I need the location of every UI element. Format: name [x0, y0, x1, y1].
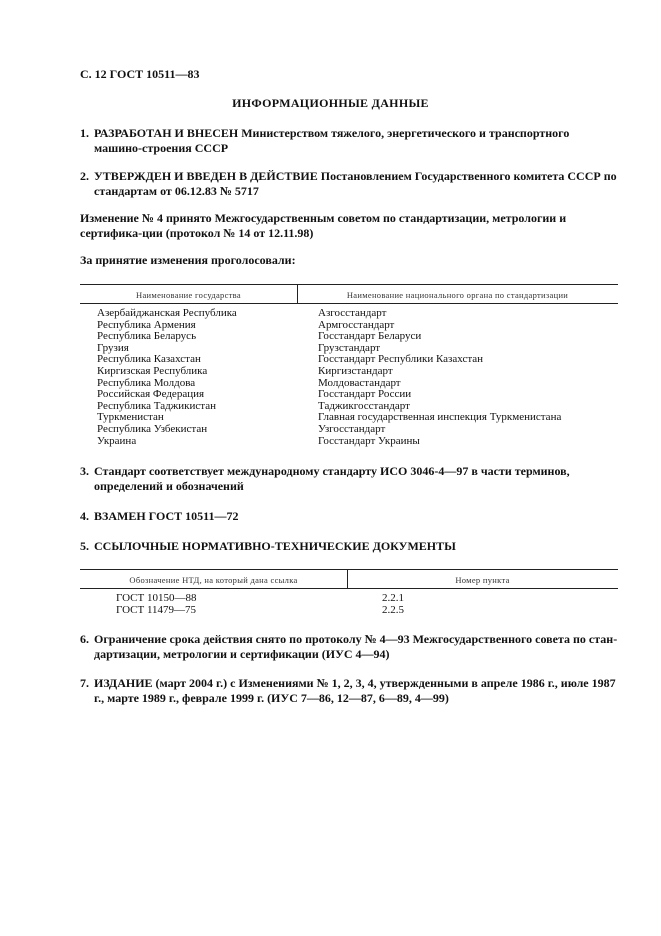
table-row-body: Азгосстандарт: [318, 307, 387, 319]
item-2-number: 2.: [80, 169, 89, 183]
table-row-body: Госстандарт Беларуси: [318, 330, 422, 343]
voted-label: За принятие изменения проголосовали:: [80, 253, 296, 267]
votes-table-top-rule: [80, 284, 618, 285]
table-row-body: Киргизстандарт: [318, 364, 393, 377]
table-row-state: Республика Таджикистан: [97, 399, 216, 412]
table-row-state: Украина: [97, 434, 137, 447]
votes-states-column: [97, 308, 237, 447]
votes-table-header-rule: [80, 303, 618, 304]
table-row-body: Армгосстандарт: [318, 318, 395, 331]
item-6-number: 6.: [80, 632, 89, 646]
section-title: ИНФОРМАЦИОННЫЕ ДАННЫЕ: [232, 96, 429, 110]
table-row-body: Грузстандарт: [318, 341, 381, 354]
refs-header-doc: Обозначение НТД, на который дана ссылка: [129, 575, 298, 585]
item-4-number: 4.: [80, 509, 89, 523]
table-row-state: Киргизская Республика: [97, 364, 208, 377]
change-4-note: Изменение № 4 принято Межгосударственным советом по стандартизации, метрологии и сертифика-ции (протокол № 14 от 12.11.98): [80, 211, 567, 240]
item-4-text: ВЗАМЕН ГОСТ 10511—72: [94, 509, 239, 523]
table-row-body: Узгосстандарт: [318, 422, 386, 435]
refs-points-column: [382, 593, 404, 616]
table-row-state: Республика Узбекистан: [97, 422, 208, 435]
item-5-text: ССЫЛОЧНЫЕ НОРМАТИВНО-ТЕХНИЧЕСКИЕ ДОКУМЕНТЫ: [94, 539, 456, 553]
table-row-state: Азербайджанская Республика: [97, 307, 237, 319]
votes-header-state: Наименование государства: [136, 290, 241, 300]
table-row-state: Республика Казахстан: [97, 353, 201, 366]
refs-docs-column: [116, 593, 196, 616]
refs-header-point: Номер пункта: [455, 575, 510, 585]
item-6-text: Ограничение срока действия снято по протоколу № 4—93 Межгосударственного совета по стан-дартизации, метрологии и сертификации (ИУС 4—94): [94, 632, 618, 661]
votes-header-body: Наименование национального органа по стандартизации: [346, 290, 569, 300]
item-1-text: РАЗРАБОТАН И ВНЕСЕН Министерством тяжелого, энергетического и транспортного машино-строения СССР: [94, 126, 570, 155]
table-row-doc: ГОСТ 11479—75: [116, 603, 197, 616]
item-3-number: 3.: [80, 464, 89, 478]
table-row-state: Республика Молдова: [97, 376, 196, 389]
refs-table-top-rule: [80, 569, 618, 570]
item-7-number: 7.: [80, 676, 89, 690]
item-7-text: ИЗДАНИЕ (март 2004 г.) с Изменениями № 1, 2, 3, 4, утвержденными в апреле 1986 г., июле 1987 г., марте 1989 г., феврале 1999 г. (ИУС 7—86, 12—87, 6—89, 4—99): [94, 676, 616, 705]
table-row-doc: ГОСТ 10150—88: [116, 592, 197, 604]
votes-bodies-column: [318, 308, 561, 447]
table-row-state: Грузия: [97, 341, 129, 354]
table-row-body: Госстандарт Украины: [318, 434, 420, 447]
table-row-state: Республика Армения: [97, 318, 196, 331]
table-row-body: Госстандарт России: [318, 388, 412, 401]
table-row-point: 2.2.1: [382, 592, 404, 604]
table-row-body: Госстандарт Республики Казахстан: [318, 353, 484, 366]
item-3-text: Стандарт соответствует международному стандарту ИСО 3046-4—97 в части терминов, определений и обозначений: [94, 464, 570, 493]
table-row-point: 2.2.5: [382, 603, 404, 616]
table-row-state: Российская Федерация: [97, 388, 205, 401]
table-row-body: Таджикгосстандарт: [318, 399, 410, 412]
item-2-text: УТВЕРЖДЕН И ВВЕДЕН В ДЕЙСТВИЕ Постановлением Государственного комитета СССР по стандартам от 06.12.83 № 5717: [94, 169, 617, 198]
table-row-state: Туркменистан: [97, 411, 164, 424]
refs-table-header-rule: [80, 588, 618, 589]
table-row-body: Молдовастандарт: [318, 376, 401, 389]
table-row-body: Главная государственная инспекция Туркменистана: [318, 411, 562, 424]
page-header: С. 12 ГОСТ 10511—83: [80, 67, 200, 81]
item-5-number: 5.: [80, 539, 89, 553]
item-1-number: 1.: [80, 126, 89, 140]
table-row-state: Республика Беларусь: [97, 330, 197, 343]
